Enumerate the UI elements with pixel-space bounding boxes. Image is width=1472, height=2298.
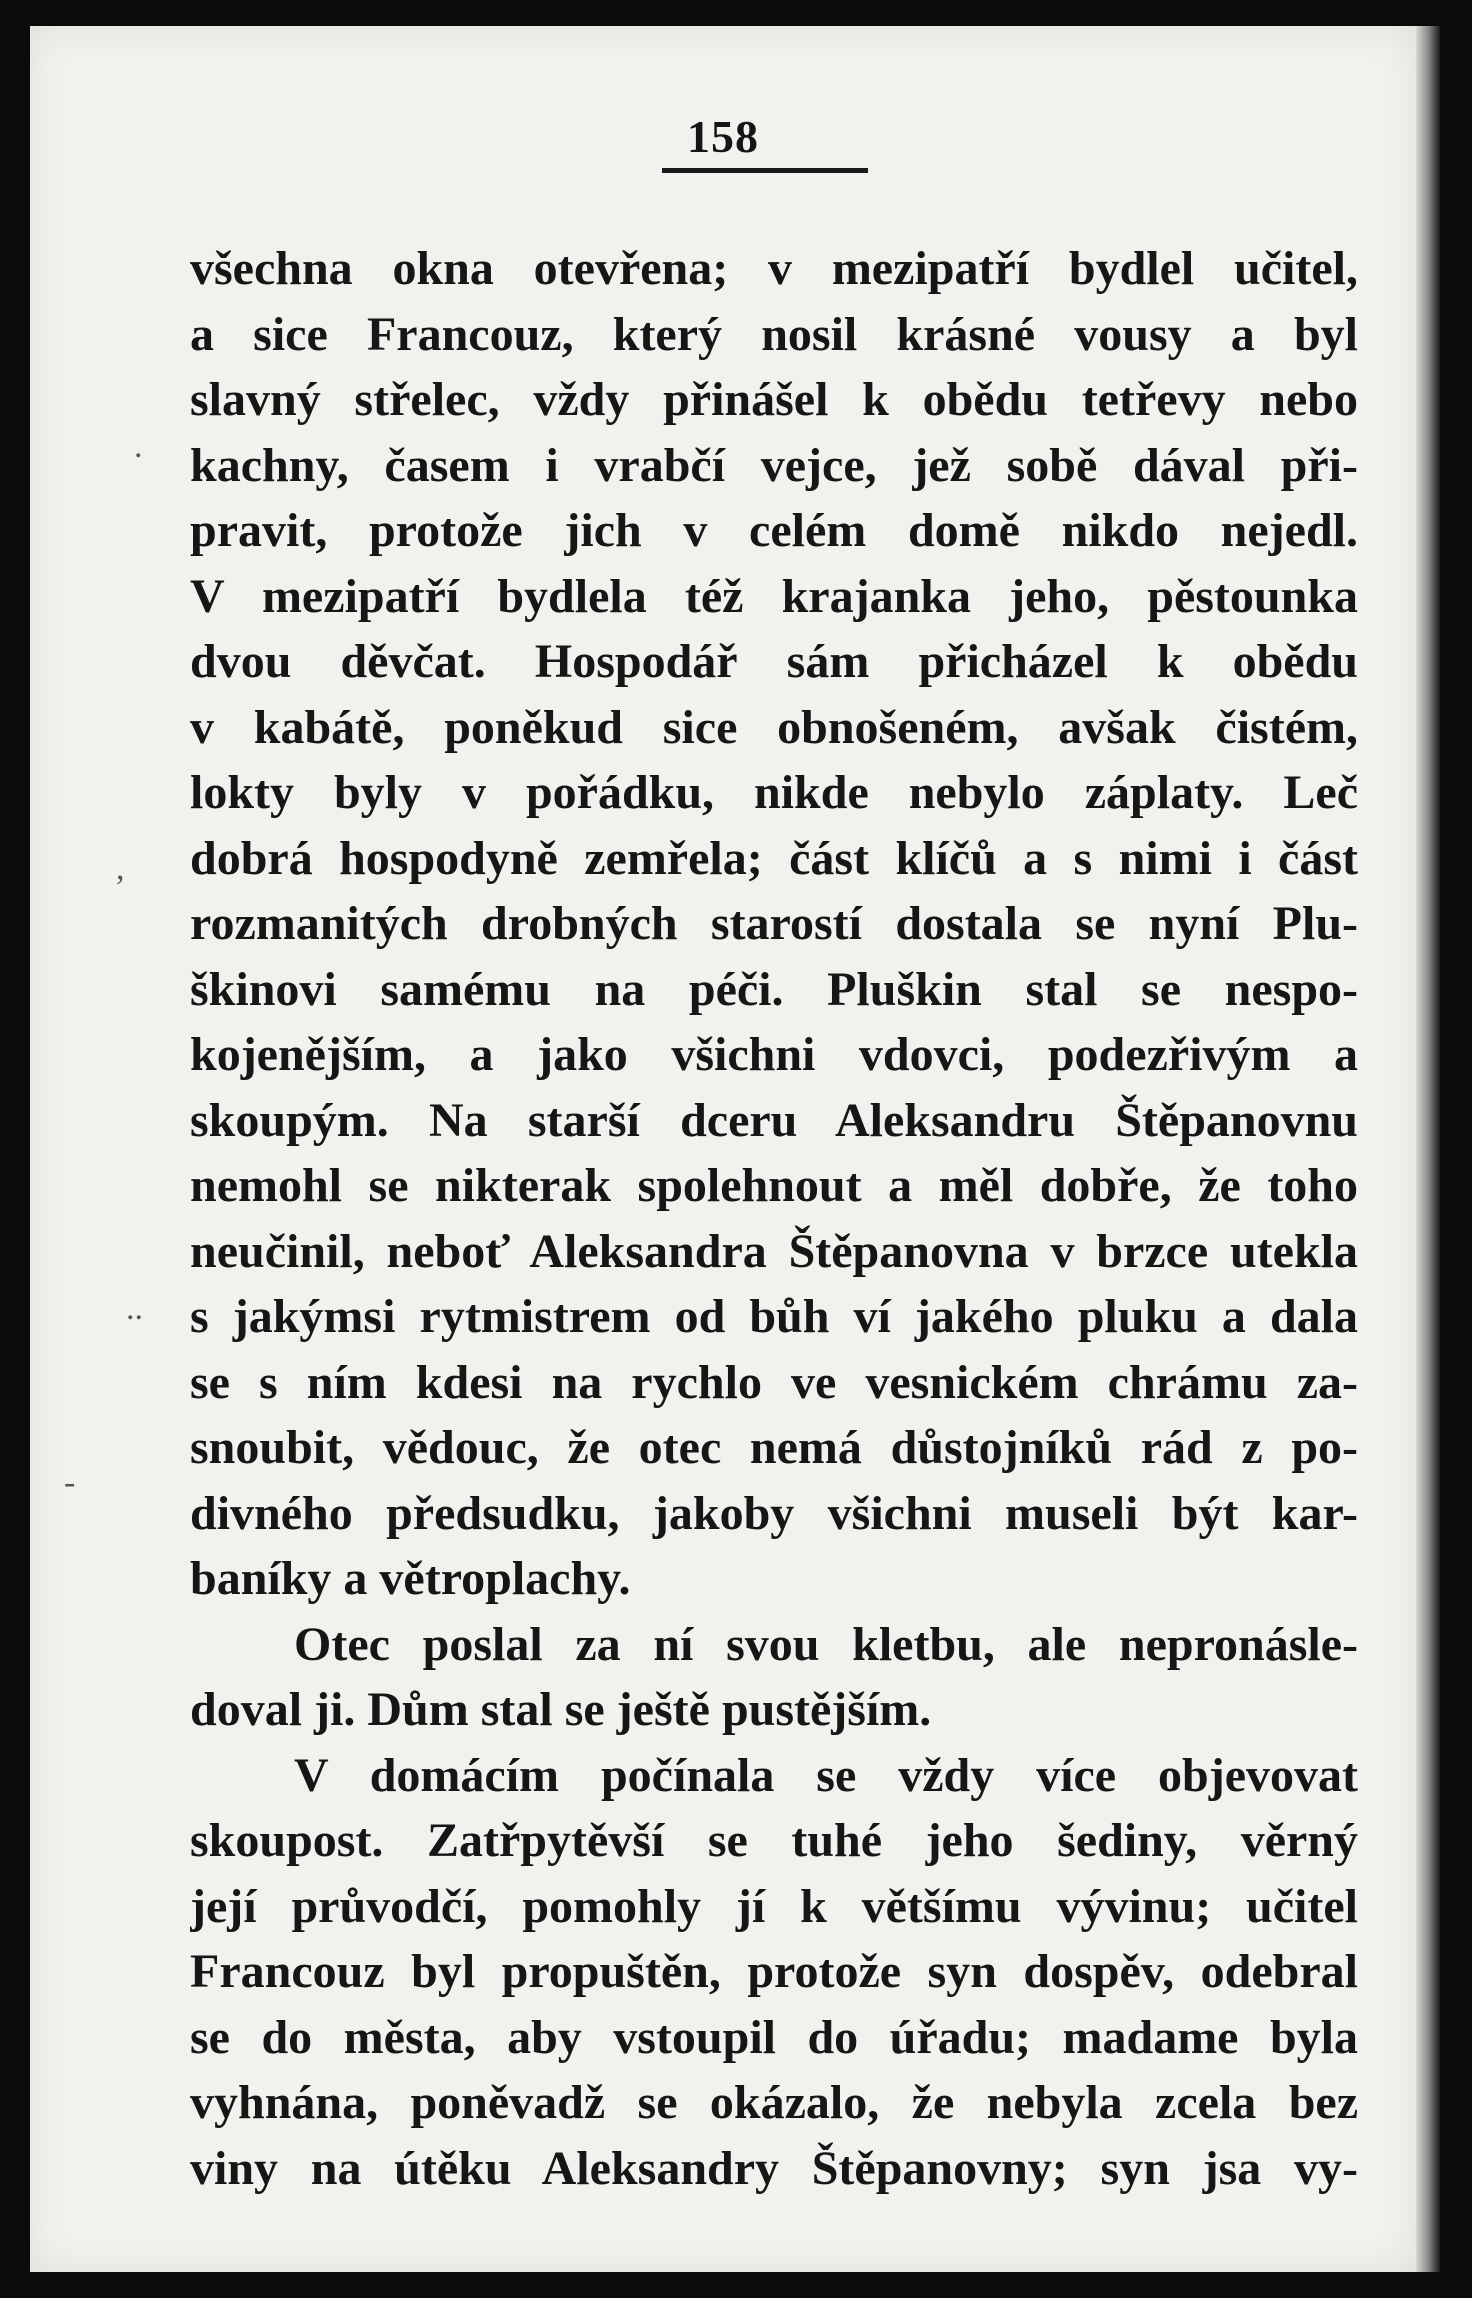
text-line: Otec poslal za ní svou kletbu, ale nepronásle- bbox=[294, 1617, 1358, 1671]
text-line: kojenějším, a jako všichni vdovci, podezřivým a bbox=[190, 1028, 1358, 1081]
text-line: Francouz byl propuštěn, protože syn dospěv, odebral bbox=[190, 1945, 1358, 1998]
text-line: a sice Francouz, který nosil krásné vousy a byl bbox=[190, 307, 1358, 361]
text-line: neučinil, neboť Aleksandra Štěpanovna v brzce utekla bbox=[190, 1224, 1358, 1278]
text-line: baníky a větroplachy. bbox=[190, 1552, 631, 1605]
book-page bbox=[30, 26, 1416, 2272]
text-line: nemohl se nikterak spolehnout a měl dobře, že toho bbox=[190, 1159, 1358, 1212]
text-line: rozmanitých drobných starostí dostala se nyní Plu- bbox=[190, 897, 1358, 950]
margin-mark: - bbox=[64, 1464, 76, 1501]
text-line: V domácím počínala se vždy více objevovat bbox=[294, 1748, 1358, 1802]
text-line: skoupým. Na starší dceru Aleksandru Štěpanovnu bbox=[190, 1093, 1358, 1147]
text-line: dvou děvčat. Hospodář sám přicházel k obědu bbox=[190, 635, 1358, 688]
text-line: doval ji. Dům stal se ještě pustějším. bbox=[190, 1683, 932, 1736]
text-line: skoupost. Zatřpytěvší se tuhé jeho šediny, věrný bbox=[190, 1814, 1358, 1867]
text-line: slavný střelec, vždy přinášel k obědu tetřevy nebo bbox=[190, 373, 1358, 426]
body-text bbox=[190, 236, 1358, 2201]
text-line: V mezipatří bydlela též krajanka jeho, pěstounka bbox=[190, 569, 1358, 623]
text-line: vyhnána, poněvadž se okázalo, že nebyla zcela bez bbox=[190, 2076, 1358, 2129]
text-line: pravit, protože jich v celém domě nikdo nejedl. bbox=[190, 504, 1358, 557]
text-line: škinovi samému na péči. Pluškin stal se nespo- bbox=[190, 962, 1358, 1016]
text-line: její průvodčí, pomohly jí k většímu vývinu; učitel bbox=[190, 1879, 1358, 1933]
text-line: v kabátě, poněkud sice obnošeném, avšak čistém, bbox=[190, 700, 1358, 754]
text-line: snoubit, vědouc, že otec nemá důstojníků rád z po- bbox=[190, 1421, 1358, 1474]
text-line: divného předsudku, jakoby všichni museli být kar- bbox=[190, 1486, 1358, 1540]
text-line: všechna okna otevřena; v mezipatří bydlel učitel, bbox=[190, 242, 1358, 295]
text-line: se do města, aby vstoupil do úřadu; madame byla bbox=[190, 2010, 1358, 2064]
page-number: 158 bbox=[687, 111, 759, 162]
text-line: kachny, časem i vrabčí vejce, jež sobě dával při- bbox=[190, 438, 1358, 492]
text-line: se s ním kdesi na rychlo ve vesnickém chrámu za- bbox=[190, 1355, 1358, 1409]
text-line: s jakýmsi rytmistrem od bůh ví jakého pluku a dala bbox=[190, 1290, 1358, 1343]
page-edge-shadow bbox=[1416, 26, 1440, 2272]
text-line: viny na útěku Aleksandry Štěpanovny; syn jsa vy- bbox=[190, 2141, 1358, 2195]
text-line: dobrá hospodyně zemřela; část klíčů a s nimi i část bbox=[190, 831, 1358, 885]
margin-mark: . bbox=[134, 428, 143, 465]
margin-mark: .. bbox=[126, 1290, 143, 1327]
text-line: lokty byly v pořádku, nikde nebylo záplaty. Leč bbox=[190, 766, 1358, 819]
header-rule bbox=[662, 168, 868, 173]
margin-mark: , bbox=[116, 850, 125, 887]
